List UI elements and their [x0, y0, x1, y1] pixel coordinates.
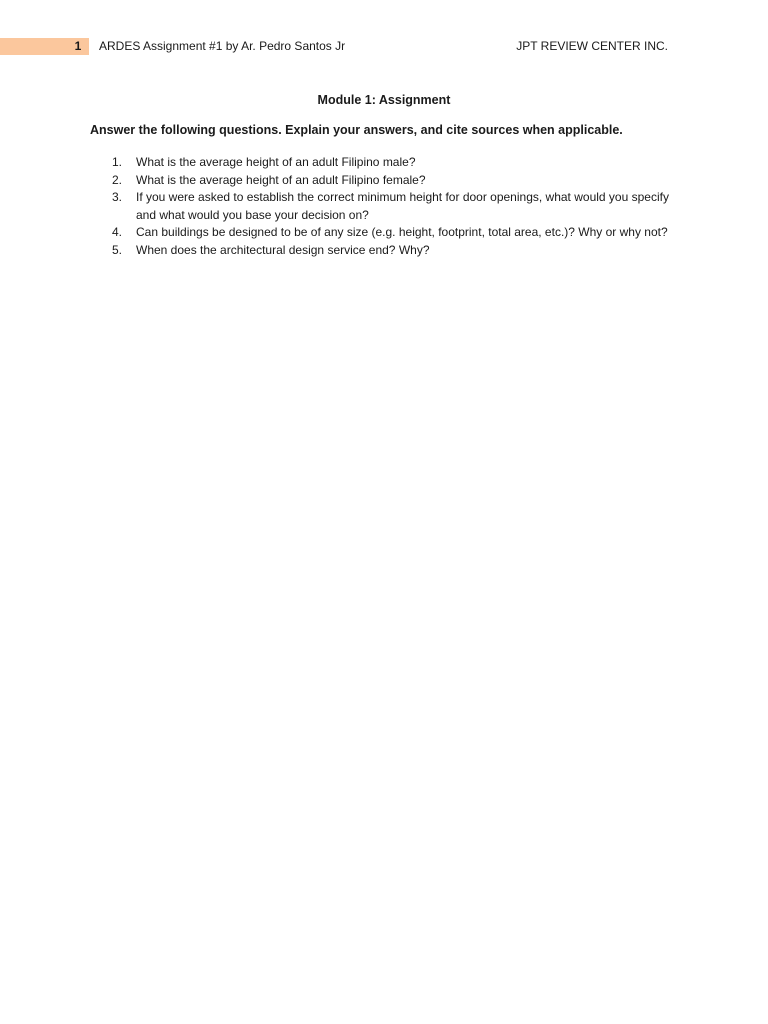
question-text: What is the average height of an adult Filipino male? — [136, 155, 416, 169]
page-number: 1 — [74, 39, 82, 53]
question-number: 3. — [112, 190, 123, 204]
question-item — [90, 189, 670, 224]
question-item — [90, 172, 670, 190]
question-number: 1. — [112, 155, 123, 169]
header-organization: JPT REVIEW CENTER INC. — [516, 39, 668, 53]
module-title: Module 1: Assignment — [317, 93, 451, 107]
question-text: What is the average height of an adult Filipino female? — [136, 172, 426, 187]
header-document-title: ARDES Assignment #1 by Ar. Pedro Santos Jr — [99, 39, 346, 53]
question-number: 4. — [112, 225, 123, 239]
question-item — [90, 224, 670, 242]
question-text: If you were asked to establish the correct minimum height for door openings, what would you specify and what would you base your decision on? — [136, 190, 669, 222]
question-item — [90, 242, 670, 260]
question-item — [90, 154, 670, 172]
instructions: Answer the following questions. Explain your answers, and cite sources when applicable. — [90, 123, 623, 137]
question-text: When does the architectural design service end? Why? — [136, 242, 430, 257]
question-list — [90, 154, 670, 259]
question-text: Can buildings be designed to be of any size (e.g. height, footprint, total area, etc.)? Why or why not? — [136, 225, 668, 239]
question-number: 2. — [112, 172, 123, 187]
question-number: 5. — [112, 242, 123, 257]
